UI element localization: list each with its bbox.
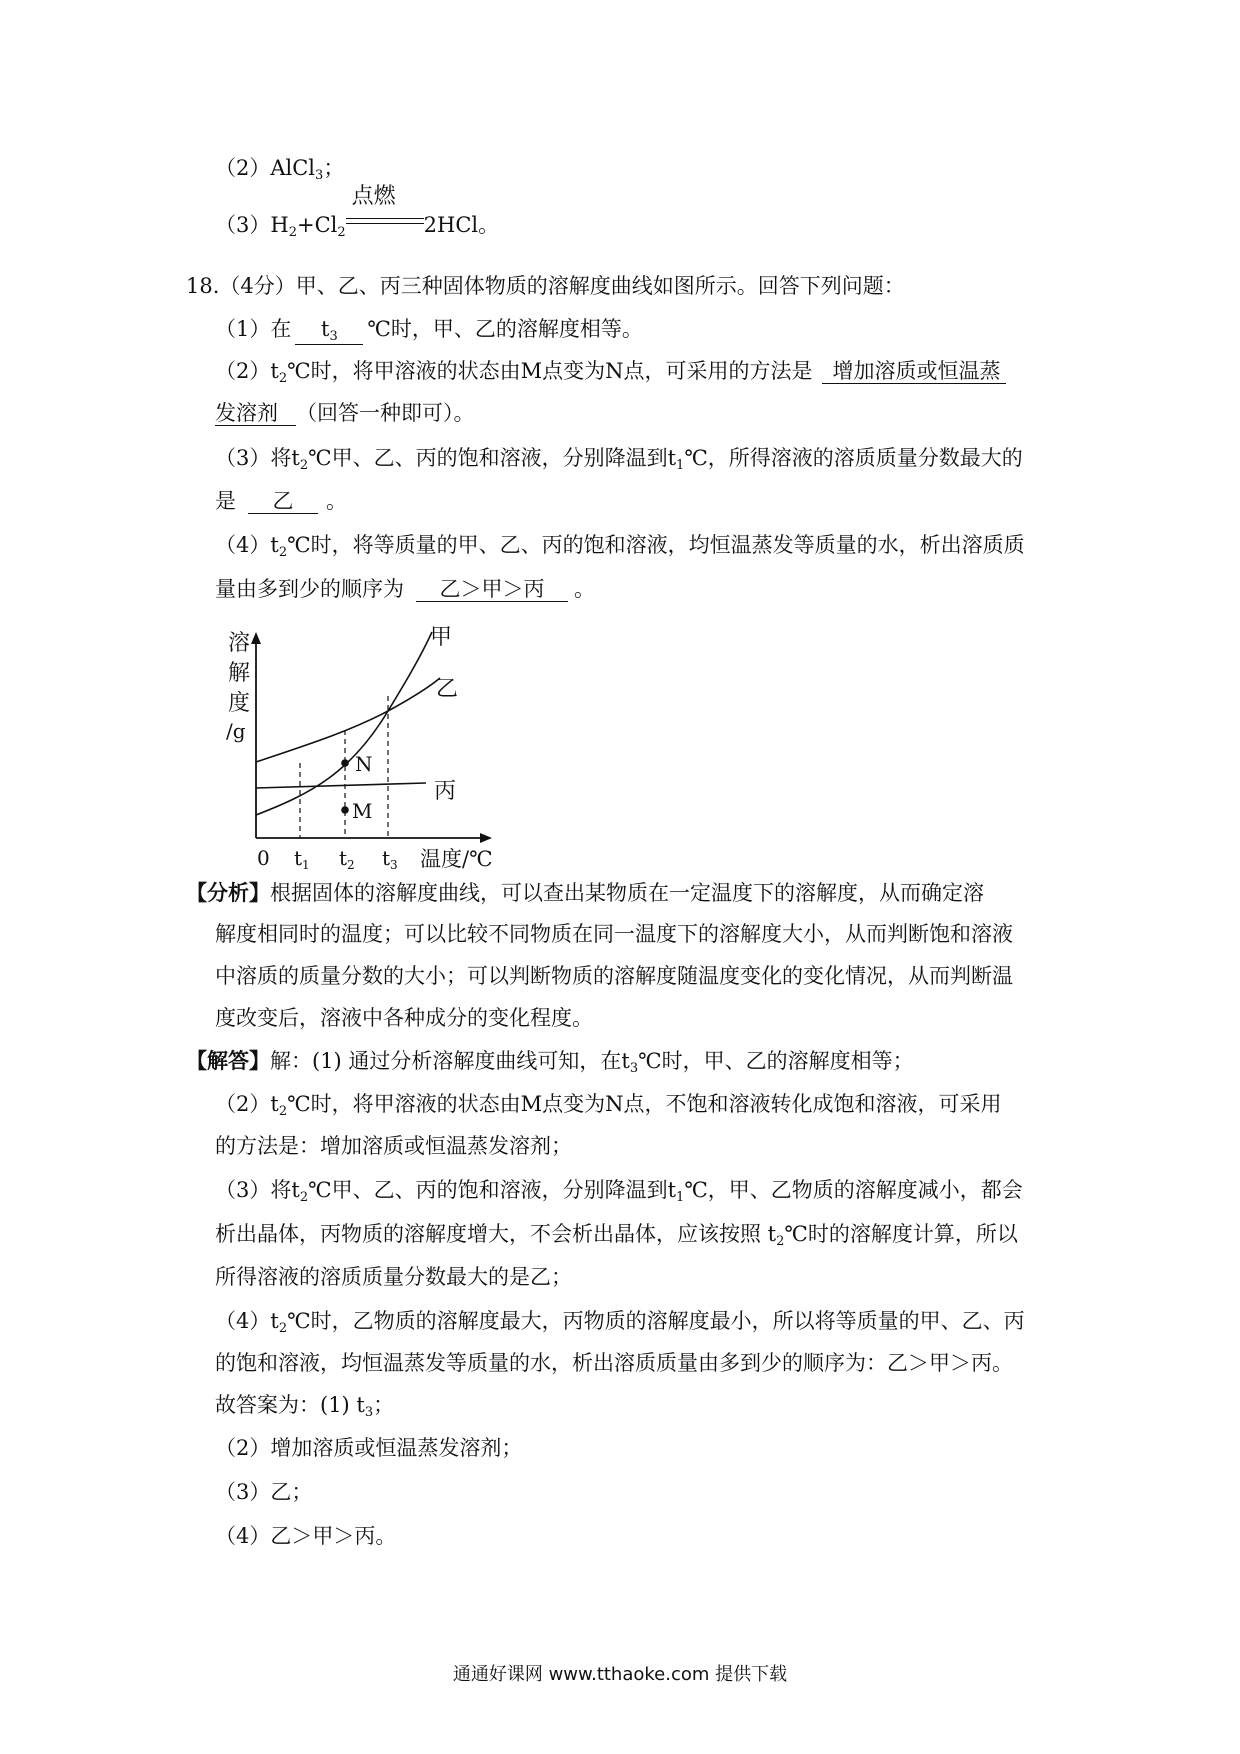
answer-blank-3: 乙 xyxy=(248,490,318,514)
curve-bing xyxy=(256,783,426,788)
question-18-part-4-line-1: $(4)t_2℃$时，将等质量的甲、乙、丙的饱和溶液，均恒温蒸发等质量的水，析出溶质质 xyxy=(215,533,1025,560)
question-18-part-3-line-1: （3）将$t_2℃$甲、乙、丙的饱和溶液，分别降温到$t_1℃$，所得溶液的溶质质量分数最大的 xyxy=(215,446,1023,473)
reaction-condition: 点燃 xyxy=(351,184,396,209)
answer-blank-1: $t_3$ xyxy=(295,318,363,345)
answer-line-11: （3）乙； xyxy=(215,1480,313,1504)
answer-blank-2: 增加溶质或恒温蒸 xyxy=(822,360,1006,384)
curve-yi xyxy=(256,678,440,762)
prev-answer-3: $(3)H_2+Cl_2$ 点燃 2HCl。 xyxy=(215,184,500,240)
question-18-part-3-line-2: 是 乙 。 xyxy=(215,489,347,513)
prev-answer-2: （2）AlCl$_3$； xyxy=(215,156,345,183)
xlabel: 温度/℃ xyxy=(420,847,493,871)
solubility-curve-chart xyxy=(200,608,500,873)
series-label-yi: 乙 xyxy=(436,677,459,702)
answer-line-9: 故答案为：(1) $t_3$； xyxy=(215,1393,395,1420)
answer-line-4: （3）将$t_2℃$甲、乙、丙的饱和溶液，分别降温到$t_1℃$，甲、乙物质的溶解度减小，都会 xyxy=(215,1178,1023,1205)
answer-line-10: （2）增加溶质或恒温蒸发溶剂； xyxy=(215,1436,523,1460)
origin-label: 0 xyxy=(257,846,270,870)
analysis-line-4: 度改变后，溶液中各种成分的变化程度。 xyxy=(215,1006,593,1030)
ylabel-char-1: 溶 xyxy=(228,631,251,656)
series-label-jia: 甲 xyxy=(430,625,453,650)
answer-line-5: 析出晶体，丙物质的溶解度增大，不会析出晶体，应该按照 $t_2℃$时的溶解度计算，所以 xyxy=(215,1222,1018,1249)
series-label-bing: 丙 xyxy=(434,779,457,804)
answer-line-2: $(2)t_2℃$时，将甲溶液的状态由M点变为N点，不饱和溶液转化成饱和溶液，可采用 xyxy=(215,1092,1002,1119)
answer-line-7: $(4)t_2℃$时，乙物质的溶解度最大，丙物质的溶解度最小，所以将等质量的甲、乙、丙 xyxy=(215,1309,1025,1336)
answer-line-1: 【解答】解：(1) 通过分析溶解度曲线可知，在$t_3℃$时，甲、乙的溶解度相等； xyxy=(186,1048,914,1076)
question-18-part-4-line-2: 量由多到少的顺序为 乙＞甲＞丙 。 xyxy=(215,577,595,601)
answer-line-3: 的方法是：增加溶质或恒温蒸发溶剂； xyxy=(215,1134,572,1158)
y-axis-arrow xyxy=(251,632,261,644)
analysis-line-3: 中溶质的质量分数的大小；可以判断物质的溶解度随温度变化的变化情况，从而判断温 xyxy=(215,964,1013,988)
tick-label-t2: $t_2$ xyxy=(339,846,355,872)
answer-blank-4: 乙＞甲＞丙 xyxy=(416,578,568,602)
question-18-part-2-line-2: 发溶剂 （回答一种即可）。 xyxy=(215,401,475,425)
analysis-line-2: 解度相同时的温度；可以比较不同物质在同一温度下的溶解度大小，从而判断饱和溶液 xyxy=(215,922,1013,946)
page-footer: 通通好课网 www.tthaoke.com 提供下载 xyxy=(452,1664,788,1685)
answer-blank-2-cont: 发溶剂 xyxy=(215,402,296,426)
ylabel-char-4: /g xyxy=(226,719,246,743)
tick-label-t1: $t_1$ xyxy=(294,846,310,872)
answer-line-6: 所得溶液的溶质质量分数最大的是乙； xyxy=(215,1265,572,1289)
answer-line-8: 的饱和溶液，均恒温蒸发等质量的水，析出溶质质量由多到少的顺序为：乙＞甲＞丙。 xyxy=(215,1351,1013,1375)
ylabel-char-3: 度 xyxy=(228,691,251,716)
answer-line-12: （4）乙＞甲＞丙。 xyxy=(215,1524,397,1548)
x-axis-arrow xyxy=(480,833,492,843)
point-M xyxy=(341,806,349,814)
question-18-stem: 18.（4分）甲、乙、丙三种固体物质的溶解度曲线如图所示。回答下列问题： xyxy=(186,274,905,298)
question-18-part-2-line-1: $(2)t_2℃$时，将甲溶液的状态由M点变为N点，可采用的方法是 增加溶质或恒温蒸 xyxy=(215,360,1006,385)
tick-label-t3: $t_3$ xyxy=(382,846,398,872)
point-M-label: M xyxy=(352,799,373,823)
reaction-equals-sign xyxy=(346,184,424,236)
point-N xyxy=(341,759,349,767)
question-18-part-1: （1）在 $t_3$ ℃时，甲、乙的溶解度相等。 xyxy=(215,317,643,344)
analysis-line-1: 【分析】根据固体的溶解度曲线，可以查出某物质在一定温度下的溶解度，从而确定溶 xyxy=(186,880,984,905)
ylabel-char-2: 解 xyxy=(228,661,251,686)
point-N-label: N xyxy=(355,752,373,776)
